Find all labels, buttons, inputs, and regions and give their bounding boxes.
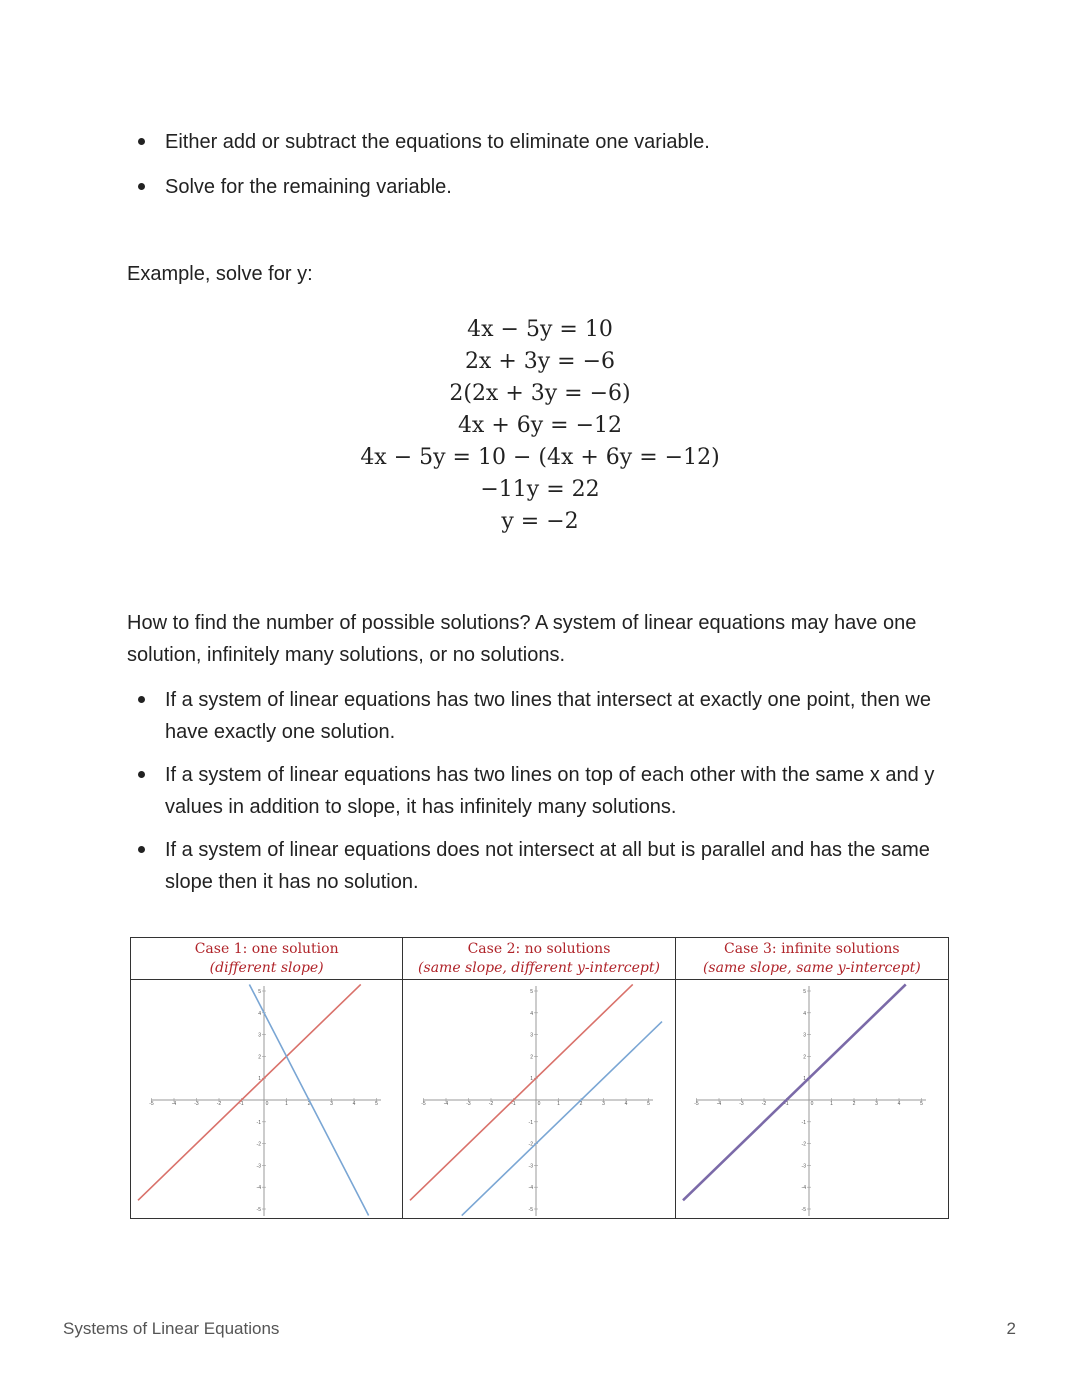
y-tick-label: 1 — [802, 1076, 806, 1083]
intro-paragraph: How to find the number of possible solutions? A system of linear equations may have one solution, infinitely many solutions, or no solutions. — [127, 612, 917, 666]
x-tick-label: 3 — [874, 1101, 878, 1107]
y-tick-label: 4 — [530, 1010, 534, 1017]
case-subtitle: (same slope, same y-intercept) — [702, 960, 921, 976]
bullet-icon — [138, 138, 145, 145]
purple-series-line — [683, 984, 906, 1200]
x-tick-label: -2 — [761, 1101, 766, 1107]
x-tick-label: -5 — [149, 1101, 154, 1107]
y-tick-label: 1 — [530, 1076, 534, 1083]
y-tick-label: -4 — [528, 1185, 534, 1192]
x-tick-label: 0 — [537, 1101, 541, 1107]
page-number: 2 — [1006, 1319, 1016, 1338]
x-tick-label: 2 — [579, 1101, 583, 1107]
bullet-icon — [138, 183, 145, 190]
case-item: If a system of linear equations does not intersect at all but is parallel and has the same slope then it has no solution. — [138, 834, 938, 898]
x-tick-label: 1 — [829, 1101, 833, 1107]
x-tick-label: 4 — [352, 1101, 356, 1107]
case-1-graph — [131, 980, 403, 1218]
x-tick-label: 3 — [330, 1101, 333, 1107]
x-tick-label: 0 — [265, 1101, 269, 1107]
bullet-icon — [138, 771, 145, 778]
y-tick-label: 3 — [802, 1032, 806, 1039]
y-tick-label: 1 — [258, 1076, 261, 1083]
y-tick-label: 3 — [530, 1032, 534, 1039]
equation-block — [0, 314, 1080, 538]
y-tick-label: -3 — [801, 1163, 806, 1170]
case-2-graph — [403, 980, 675, 1218]
case-subtitle: (different slope) — [209, 960, 324, 976]
bullet-icon — [138, 846, 145, 853]
y-tick-label: -3 — [528, 1163, 534, 1170]
x-tick-label: -1 — [511, 1101, 517, 1107]
y-tick-label: 3 — [258, 1032, 261, 1039]
x-tick-label: -5 — [421, 1101, 427, 1107]
equation: 2x + 3y = −6 — [464, 349, 616, 374]
x-tick-label: 1 — [557, 1101, 561, 1107]
red-series-line — [410, 984, 633, 1200]
cases-list — [138, 684, 938, 909]
y-tick-label: 2 — [258, 1054, 261, 1061]
case-3-graph — [676, 980, 948, 1218]
y-tick-label: -5 — [801, 1207, 806, 1213]
y-tick-label: -1 — [528, 1119, 534, 1126]
x-tick-label: -2 — [216, 1101, 222, 1107]
equation: 4x − 5y = 10 — [467, 317, 613, 342]
case-title: Case 2: no solutions — [467, 941, 611, 957]
case-subtitle: (same slope, different y-intercept) — [418, 960, 660, 976]
bullet-icon — [138, 696, 145, 703]
y-tick-label: -5 — [528, 1207, 534, 1213]
x-tick-label: 1 — [285, 1101, 288, 1107]
cases-table — [130, 937, 949, 1219]
x-tick-label: -3 — [466, 1101, 472, 1107]
step-item: Either add or subtract the equations to eliminate one variable. — [138, 126, 710, 158]
y-tick-label: -3 — [256, 1163, 261, 1170]
x-tick-label: 3 — [602, 1101, 606, 1107]
y-tick-label: -2 — [256, 1141, 261, 1148]
y-tick-label: -4 — [801, 1185, 806, 1192]
case-header — [131, 938, 403, 980]
y-tick-label: 5 — [802, 989, 806, 995]
x-tick-label: -5 — [693, 1101, 699, 1107]
y-tick-label: -5 — [256, 1207, 261, 1213]
case-2-plot — [403, 980, 675, 1218]
x-tick-label: 2 — [852, 1101, 856, 1107]
y-tick-label: -1 — [256, 1119, 261, 1126]
case-item: If a system of linear equations has two lines on top of each other with the same x and y values in addition to slope, it has infinitely many solutions. — [138, 759, 938, 823]
y-tick-label: -2 — [528, 1141, 534, 1148]
footer-title: Systems of Linear Equations — [63, 1319, 280, 1338]
y-tick-label: 5 — [258, 989, 261, 995]
equation: 4x − 5y = 10 − (4x + 6y = −12) — [360, 445, 720, 470]
case-title: Case 3: infinite solutions — [724, 941, 900, 957]
y-tick-label: 4 — [258, 1010, 261, 1017]
x-tick-label: -1 — [783, 1101, 789, 1107]
red-series-line — [138, 984, 361, 1200]
x-tick-label: -1 — [239, 1101, 244, 1107]
y-tick-label: -2 — [801, 1141, 806, 1148]
x-tick-label: -4 — [171, 1101, 177, 1107]
case-item: If a system of linear equations has two lines that intersect at exactly one point, then we have exactly one solution. — [138, 684, 938, 748]
y-tick-label: 5 — [530, 989, 534, 995]
y-tick-label: 2 — [530, 1054, 534, 1061]
x-tick-label: -3 — [194, 1101, 199, 1107]
equation: 2(2x + 3y = −6) — [449, 381, 631, 406]
x-tick-label: 4 — [897, 1101, 901, 1107]
x-tick-label: 4 — [624, 1101, 628, 1107]
x-tick-label: -4 — [716, 1101, 721, 1107]
x-tick-label: 0 — [810, 1101, 814, 1107]
x-tick-label: 2 — [307, 1101, 311, 1107]
case-header — [403, 938, 675, 980]
x-tick-label: 5 — [919, 1101, 923, 1107]
step-item: Solve for the remaining variable. — [138, 171, 710, 203]
case-1-plot — [131, 980, 403, 1218]
equation: −11y = 22 — [480, 477, 600, 502]
x-tick-label: 5 — [647, 1101, 651, 1107]
y-tick-label: 4 — [802, 1010, 806, 1017]
x-tick-label: 5 — [375, 1101, 378, 1107]
y-tick-label: -1 — [801, 1119, 806, 1126]
x-tick-label: -3 — [738, 1101, 744, 1107]
x-tick-label: -4 — [444, 1101, 449, 1107]
case-header — [676, 938, 948, 980]
x-tick-label: -2 — [489, 1101, 494, 1107]
y-tick-label: 2 — [802, 1054, 806, 1061]
equation: 4x + 6y = −12 — [457, 413, 623, 438]
y-tick-label: -4 — [256, 1185, 261, 1192]
case-3-plot — [676, 980, 948, 1218]
equation: y = −2 — [501, 509, 579, 534]
steps-list — [138, 126, 710, 216]
example-label: Example, solve for y: — [127, 263, 313, 285]
case-title: Case 1: one solution — [194, 941, 339, 957]
blue-series-line — [462, 1022, 662, 1216]
